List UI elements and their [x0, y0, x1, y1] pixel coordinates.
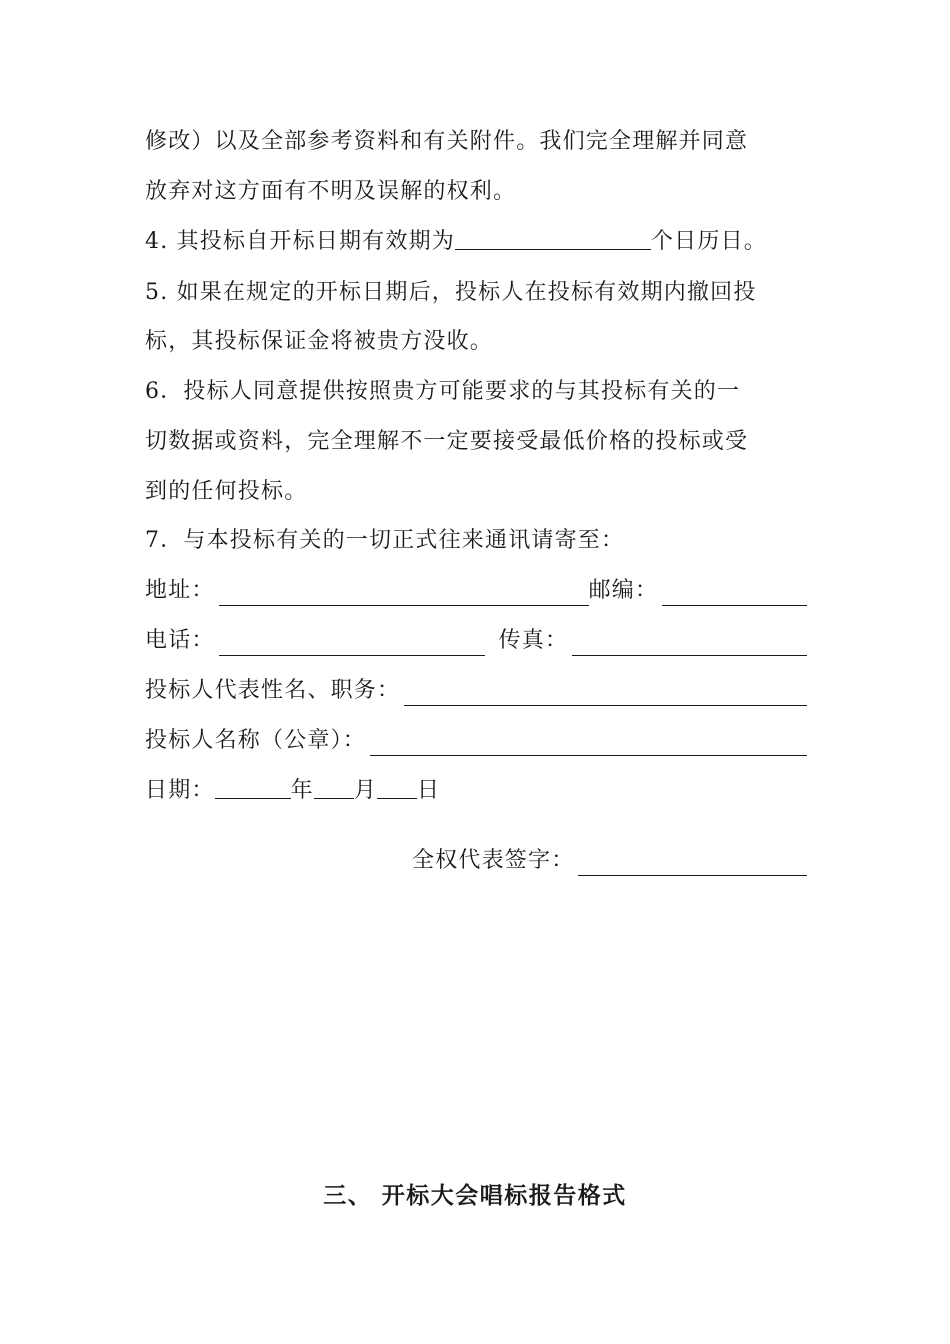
fax-label: 传真： [498, 628, 569, 653]
phone-label: 电话： [145, 628, 215, 653]
year-label: 年 [290, 778, 314, 803]
signature-label: 全权代表签字： [412, 848, 575, 873]
representative-label: 投标人代表性名、职务： [145, 678, 401, 703]
phone-field[interactable] [219, 633, 485, 656]
paragraph-line-7: 切数据或资料，完全理解不一定要接受最低价格的投标或受 [145, 429, 749, 454]
validity-suffix: 个日历日。 [650, 229, 767, 254]
address-row [145, 576, 807, 606]
paragraph-line-5: 标，其投标保证金将被贵方没收。 [145, 329, 494, 354]
section-heading: 三、 开标大会唱标报告格式 [323, 1182, 627, 1209]
representative-field[interactable] [404, 683, 807, 706]
company-row [145, 726, 807, 756]
month-label: 月 [353, 778, 378, 803]
paragraph-line-6: 6．投标人同意提供按照贵方可能要求的与其投标有关的一 [145, 379, 741, 404]
postcode-label: 邮编： [588, 578, 659, 603]
validity-period-line [145, 227, 807, 257]
validity-days-blank[interactable] [455, 229, 651, 250]
validity-label: 4. 其投标自开标日期有效期为 [145, 229, 455, 254]
date-row [145, 776, 807, 806]
month-field[interactable] [314, 778, 354, 799]
year-field[interactable] [215, 778, 291, 799]
fax-field[interactable] [572, 633, 807, 656]
company-field[interactable] [370, 733, 807, 756]
phone-fax-row [145, 626, 807, 656]
paragraph-line-2: 放弃对这方面有不明及误解的权利。 [145, 179, 517, 204]
postcode-field[interactable] [662, 583, 807, 606]
paragraph-line-1: 修改）以及全部参考资料和有关附件。我们完全理解并同意 [145, 129, 749, 154]
paragraph-line-8: 到的任何投标。 [145, 479, 308, 504]
paragraph-line-4: 5. 如果在规定的开标日期后，投标人在投标有效期内撤回投 [145, 280, 757, 305]
representative-row [145, 676, 807, 706]
address-label: 地址： [145, 578, 215, 603]
day-label: 日 [417, 778, 441, 803]
signature-row [412, 846, 807, 876]
date-label: 日期： [145, 778, 215, 803]
paragraph-line-9: 7．与本投标有关的一切正式往来通讯请寄至： [145, 528, 625, 553]
day-field[interactable] [377, 778, 417, 799]
address-field[interactable] [219, 583, 589, 606]
company-label: 投标人名称（公章）： [145, 728, 367, 753]
signature-field[interactable] [578, 853, 807, 876]
